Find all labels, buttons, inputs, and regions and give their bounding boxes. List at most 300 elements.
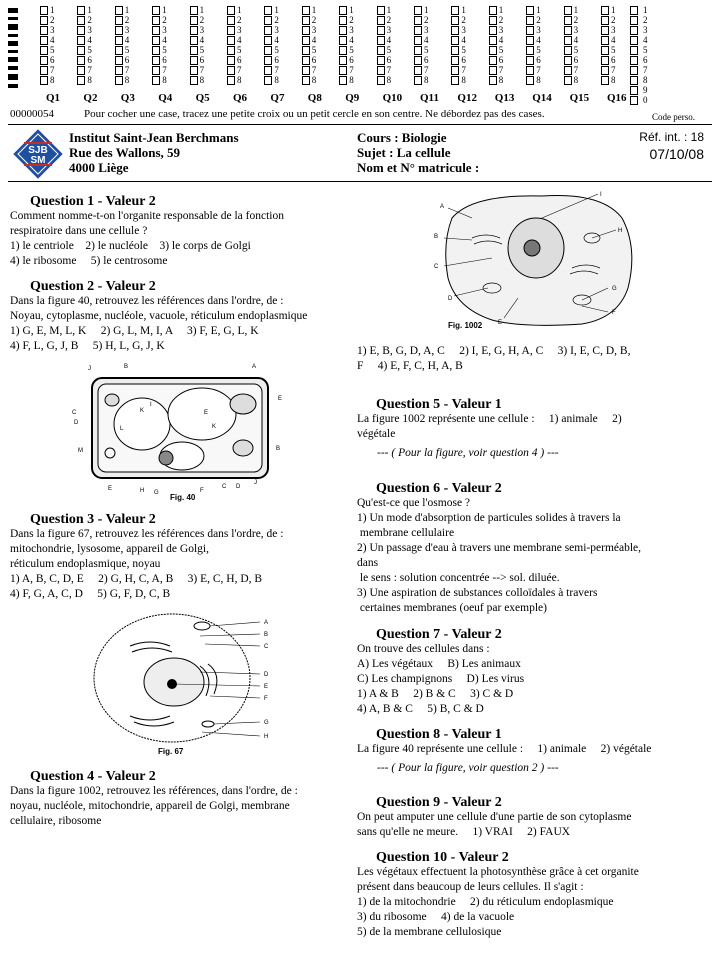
question-column-10	[377, 6, 415, 92]
text-line: noyau, nucléole, mitochondrie, appareil de Golgi, membrane	[10, 800, 290, 812]
answer-checkbox[interactable]	[227, 66, 235, 75]
fig67-label: D	[264, 672, 269, 678]
exam-date: 07/10/08	[649, 146, 704, 162]
answer-checkbox[interactable]	[601, 76, 609, 85]
fig1002-label: A	[440, 204, 445, 210]
answer-number: 8	[611, 75, 616, 85]
answer-checkbox[interactable]	[564, 66, 572, 75]
question-label: Q3	[120, 92, 135, 104]
answer-checkbox[interactable]	[40, 66, 48, 75]
answer-number: 5	[461, 45, 466, 55]
answer-checkbox[interactable]	[302, 76, 310, 85]
answer-checkbox[interactable]	[489, 76, 497, 85]
code-checkbox[interactable]	[630, 6, 638, 15]
answer-number: 2	[386, 15, 392, 25]
code-number: 9	[643, 85, 648, 95]
answer-checkbox[interactable]	[115, 76, 123, 85]
text-line: Comment nomme-t-on l'organite responsable de la fonction	[10, 210, 284, 222]
fig40-label: K	[140, 408, 145, 414]
answer-number: 8	[461, 75, 466, 85]
answer-number: 2	[311, 15, 317, 25]
fig1002-label: H	[618, 228, 623, 234]
answer-number: 1	[573, 5, 579, 15]
text-line: Dans la figure 40, retrouvez les références dans l'ordre, de :	[10, 295, 284, 307]
answer-number: 1	[274, 5, 279, 15]
text-line: 1) Un mode d'absorption de particules solides à travers la	[357, 512, 621, 524]
answer-checkbox[interactable]	[115, 36, 123, 45]
answer-checkbox[interactable]	[152, 56, 160, 65]
answer-checkbox[interactable]	[564, 46, 572, 55]
answer-number: 1	[199, 5, 205, 15]
answer-number: 3	[536, 25, 541, 35]
answer-checkbox[interactable]	[414, 46, 422, 55]
answer-number: 2	[87, 15, 92, 25]
code-number: 5	[643, 45, 648, 55]
fig40-label: C	[222, 484, 227, 490]
answer-checkbox[interactable]	[115, 16, 123, 25]
code-number: 0	[643, 95, 648, 105]
fig67-label: G	[264, 720, 269, 726]
answer-checkbox[interactable]	[264, 76, 272, 85]
answer-number: 7	[386, 65, 392, 75]
answer-checkbox[interactable]	[77, 46, 85, 55]
answer-checkbox[interactable]	[302, 36, 310, 45]
answer-checkbox[interactable]	[227, 76, 235, 85]
answer-number: 6	[237, 55, 242, 65]
code-checkbox[interactable]	[630, 26, 638, 35]
q9-body	[357, 810, 707, 840]
answer-checkbox[interactable]	[339, 6, 347, 15]
answer-checkbox[interactable]	[40, 26, 48, 35]
answer-checkbox[interactable]	[77, 76, 85, 85]
instruction-text: Pour cocher une case, tracez une petite croix ou un petit cercle en son centre. Ne débordez pas des cases.	[84, 108, 545, 120]
fig67-label: E	[264, 684, 269, 690]
answer-checkbox[interactable]	[115, 6, 123, 15]
answer-number: 8	[349, 75, 354, 85]
fig67-label: B	[264, 632, 269, 638]
question-label: Q1	[46, 92, 61, 104]
school-city: 4000 Liège	[69, 160, 129, 175]
question-column-4	[152, 6, 190, 92]
figure-reference-note: --- ( Pour la figure, voir question 2 ) ---	[377, 762, 559, 774]
answer-checkbox[interactable]	[489, 6, 497, 15]
answer-checkbox[interactable]	[339, 26, 347, 35]
answer-checkbox[interactable]	[152, 26, 160, 35]
answer-checkbox[interactable]	[339, 36, 347, 45]
answer-number: 5	[50, 45, 55, 55]
answer-checkbox[interactable]	[339, 56, 347, 65]
answer-checkbox[interactable]	[414, 66, 422, 75]
answer-number: 1	[349, 5, 354, 15]
answer-checkbox[interactable]	[77, 66, 85, 75]
fig1002-label: B	[434, 234, 439, 240]
answer-checkbox[interactable]	[77, 36, 85, 45]
text-line: cellulaire, ribosome	[10, 815, 102, 827]
answer-checkbox[interactable]	[489, 36, 497, 45]
answer-number: 7	[237, 65, 242, 75]
answer-checkbox[interactable]	[227, 36, 235, 45]
question-column-7	[264, 6, 302, 92]
text-line: présent dans beaucoup de leurs cellules. Il s'agit :	[357, 881, 584, 893]
text-line: Noyau, cytoplasme, nucléole, vacuole, réticulum endoplasmique	[10, 310, 308, 322]
answer-number: 5	[311, 45, 317, 55]
answer-checkbox[interactable]	[227, 16, 235, 25]
text-line: 4) le ribosome 5) le centrosome	[10, 255, 168, 267]
q6-body	[357, 496, 707, 616]
answer-checkbox[interactable]	[564, 16, 572, 25]
answer-checkbox[interactable]	[451, 46, 459, 55]
answer-checkbox[interactable]	[264, 66, 272, 75]
question-label: Q13	[494, 92, 515, 104]
course-subject: Sujet : La cellule	[357, 145, 451, 160]
q2-body	[10, 294, 355, 354]
answer-checkbox[interactable]	[190, 6, 198, 15]
q7-title: Question 7 - Valeur 2	[376, 627, 502, 642]
answer-number: 2	[611, 15, 616, 25]
answer-number: 2	[199, 15, 205, 25]
answer-number: 7	[461, 65, 466, 75]
text-line: végétale	[357, 428, 396, 440]
answer-number: 3	[461, 25, 466, 35]
text-line: le sens : solution concentrée --> sol. diluée.	[357, 572, 560, 584]
fig40-label: A	[252, 364, 257, 370]
answer-checkbox[interactable]	[40, 56, 48, 65]
figure-reference-note: --- ( Pour la figure, voir question 4 ) ---	[377, 447, 559, 459]
question-label: Q9	[345, 92, 360, 104]
answer-checkbox[interactable]	[190, 26, 198, 35]
answer-checkbox[interactable]	[190, 56, 198, 65]
fig40-label: D	[74, 420, 79, 426]
fig40-label: E	[108, 486, 113, 492]
answer-number: 3	[162, 25, 167, 35]
code-number: 4	[643, 35, 648, 45]
school-info	[69, 130, 239, 175]
text-line: Dans la figure 67, retrouvez les références dans l'ordre, de :	[10, 528, 284, 540]
answer-checkbox[interactable]	[227, 56, 235, 65]
answer-checkbox[interactable]	[526, 46, 534, 55]
fig40-label: F	[200, 488, 204, 494]
answer-checkbox[interactable]	[526, 66, 534, 75]
figure-1002	[432, 188, 672, 338]
question-column-8	[302, 6, 340, 92]
answer-number: 2	[50, 15, 55, 25]
text-line: mitochondrie, lysosome, appareil de Golgi,	[10, 543, 209, 555]
answer-number: 6	[386, 55, 392, 65]
answer-checkbox[interactable]	[601, 46, 609, 55]
fig1002-label: E	[498, 320, 503, 326]
answer-checkbox[interactable]	[377, 6, 385, 15]
answer-checkbox[interactable]	[339, 16, 347, 25]
answer-checkbox[interactable]	[152, 76, 160, 85]
answer-number: 4	[461, 35, 466, 45]
answer-checkbox[interactable]	[40, 6, 48, 15]
answer-checkbox[interactable]	[152, 6, 160, 15]
fig40-label: G	[154, 490, 159, 496]
answer-checkbox[interactable]	[264, 36, 272, 45]
answer-checkbox[interactable]	[564, 56, 572, 65]
answer-checkbox[interactable]	[414, 6, 422, 15]
answer-checkbox[interactable]	[302, 56, 310, 65]
q6-title: Question 6 - Valeur 2	[376, 481, 502, 496]
answer-checkbox[interactable]	[489, 56, 497, 65]
fig1002-label: F	[612, 310, 616, 316]
answer-checkbox[interactable]	[377, 26, 385, 35]
answer-checkbox[interactable]	[190, 76, 198, 85]
course-name: Cours : Biologie	[357, 130, 447, 145]
answer-checkbox[interactable]	[227, 26, 235, 35]
answer-number: 4	[349, 35, 354, 45]
code-checkbox[interactable]	[630, 46, 638, 55]
answer-checkbox[interactable]	[339, 76, 347, 85]
answer-checkbox[interactable]	[152, 66, 160, 75]
fig40-label: B	[276, 446, 281, 452]
answer-checkbox[interactable]	[77, 56, 85, 65]
answer-number: 8	[424, 75, 429, 85]
answer-checkbox[interactable]	[302, 16, 310, 25]
answer-checkbox[interactable]	[564, 76, 572, 85]
answer-number: 3	[386, 25, 392, 35]
text-line: 4) F, G, A, C, D 5) G, F, D, C, B	[10, 588, 171, 600]
answer-number: 5	[124, 45, 130, 55]
answer-checkbox[interactable]	[526, 36, 534, 45]
answer-number: 3	[87, 25, 92, 35]
answer-checkbox[interactable]	[115, 66, 123, 75]
q8-body	[357, 742, 707, 776]
code-checkbox[interactable]	[630, 16, 638, 25]
answer-checkbox[interactable]	[377, 36, 385, 45]
code-checkbox[interactable]	[630, 76, 638, 85]
answer-checkbox[interactable]	[339, 46, 347, 55]
fig67-label: C	[264, 644, 269, 650]
answer-checkbox[interactable]	[264, 6, 272, 15]
answer-number: 6	[424, 55, 429, 65]
answer-number: 6	[87, 55, 92, 65]
answer-checkbox[interactable]	[190, 46, 198, 55]
answer-number: 5	[536, 45, 541, 55]
text-line: Qu'est-ce que l'osmose ?	[357, 497, 471, 509]
answer-checkbox[interactable]	[377, 56, 385, 65]
answer-checkbox[interactable]	[451, 6, 459, 15]
question-column-6	[227, 6, 265, 92]
answer-checkbox[interactable]	[564, 6, 572, 15]
answer-checkbox[interactable]	[601, 36, 609, 45]
answer-number: 2	[274, 15, 279, 25]
answer-number: 8	[199, 75, 205, 85]
answer-checkbox[interactable]	[339, 66, 347, 75]
school-logo	[12, 128, 64, 180]
answer-checkbox[interactable]	[601, 56, 609, 65]
text-line: 3) Une aspiration de substances colloïdales à travers	[357, 587, 598, 599]
code-number: 3	[643, 25, 648, 35]
code-checkbox[interactable]	[630, 36, 638, 45]
question-column-3	[115, 6, 153, 92]
answer-checkbox[interactable]	[451, 16, 459, 25]
code-number: 6	[643, 55, 648, 65]
fig40-label: J	[254, 480, 257, 486]
answer-checkbox[interactable]	[227, 6, 235, 15]
answer-number: 8	[274, 75, 279, 85]
answer-number: 1	[498, 5, 504, 15]
answer-checkbox[interactable]	[302, 46, 310, 55]
text-line: A) Les végétaux B) Les animaux	[357, 658, 521, 670]
answer-number: 5	[386, 45, 392, 55]
answer-number: 4	[424, 35, 429, 45]
answer-number: 4	[498, 35, 504, 45]
answer-number: 6	[461, 55, 466, 65]
answer-number: 7	[311, 65, 317, 75]
code-number: 1	[643, 5, 648, 15]
answer-checkbox[interactable]	[264, 16, 272, 25]
answer-number: 5	[611, 45, 616, 55]
answer-checkbox[interactable]	[489, 26, 497, 35]
text-line: 1) le centriole 2) le nucléole 3) le corps de Golgi	[10, 240, 251, 252]
answer-checkbox[interactable]	[302, 66, 310, 75]
answer-checkbox[interactable]	[40, 16, 48, 25]
answer-checkbox[interactable]	[115, 46, 123, 55]
answer-checkbox[interactable]	[40, 76, 48, 85]
answer-checkbox[interactable]	[414, 36, 422, 45]
answer-number: 5	[237, 45, 242, 55]
q3-body	[10, 527, 355, 602]
answer-checkbox[interactable]	[489, 66, 497, 75]
answer-number: 5	[162, 45, 167, 55]
answer-checkbox[interactable]	[152, 46, 160, 55]
answer-checkbox[interactable]	[152, 16, 160, 25]
answer-checkbox[interactable]	[115, 56, 123, 65]
school-name: Institut Saint-Jean Berchmans	[69, 130, 239, 145]
answer-number: 2	[124, 15, 130, 25]
answer-checkbox[interactable]	[77, 26, 85, 35]
text-line: 1) A, B, C, D, E 2) G, H, C, A, B 3) E, C, H, D, B	[10, 573, 263, 585]
answer-checkbox[interactable]	[489, 46, 497, 55]
answer-number: 4	[311, 35, 317, 45]
answer-number: 5	[424, 45, 429, 55]
text-line: réticulum endoplasmique, noyau	[10, 558, 161, 570]
answer-checkbox[interactable]	[526, 16, 534, 25]
answer-number: 3	[573, 25, 579, 35]
answer-number: 1	[237, 5, 242, 15]
text-line: 1) A & B 2) B & C 3) C & D	[357, 688, 514, 700]
code-checkbox[interactable]	[630, 96, 638, 105]
answer-number: 7	[50, 65, 55, 75]
answer-number: 2	[349, 15, 354, 25]
answer-number: 2	[536, 15, 541, 25]
reference-info	[639, 130, 704, 162]
answer-number: 1	[386, 5, 392, 15]
answer-checkbox[interactable]	[414, 16, 422, 25]
answer-checkbox[interactable]	[40, 46, 48, 55]
answer-checkbox[interactable]	[377, 66, 385, 75]
answer-number: 4	[50, 35, 55, 45]
question-label: Q10	[382, 92, 403, 104]
answer-checkbox[interactable]	[414, 26, 422, 35]
fig67-label: F	[264, 696, 268, 702]
answer-number: 6	[162, 55, 167, 65]
fig1002-label: G	[612, 286, 617, 292]
answer-checkbox[interactable]	[377, 46, 385, 55]
text-line: 3) du ribosome 4) de la vacuole	[357, 911, 515, 923]
fig40-label: B	[124, 364, 129, 370]
answer-number: 3	[498, 25, 504, 35]
text-line: 4) A, B & C 5) B, C & D	[357, 703, 484, 715]
code-checkbox[interactable]	[630, 56, 638, 65]
answer-checkbox[interactable]	[377, 16, 385, 25]
answer-checkbox[interactable]	[77, 6, 85, 15]
answer-number: 1	[311, 5, 317, 15]
sheet-id: 00000054	[10, 108, 54, 120]
course-info	[357, 130, 479, 175]
answer-checkbox[interactable]	[190, 16, 198, 25]
code-checkbox[interactable]	[630, 66, 638, 75]
answer-number: 4	[611, 35, 616, 45]
answer-checkbox[interactable]	[190, 66, 198, 75]
answer-number: 6	[274, 55, 279, 65]
answer-checkbox[interactable]	[264, 26, 272, 35]
answer-checkbox[interactable]	[115, 26, 123, 35]
code-checkbox[interactable]	[630, 86, 638, 95]
text-line: 5) de la membrane cellulosique	[357, 926, 502, 938]
answer-checkbox[interactable]	[451, 36, 459, 45]
answer-checkbox[interactable]	[77, 16, 85, 25]
answer-number: 2	[237, 15, 242, 25]
fig67-label: A	[264, 620, 269, 626]
answer-number: 1	[124, 5, 130, 15]
answer-number: 4	[386, 35, 392, 45]
answer-checkbox[interactable]	[40, 36, 48, 45]
answer-checkbox[interactable]	[451, 66, 459, 75]
answer-checkbox[interactable]	[601, 6, 609, 15]
answer-checkbox[interactable]	[489, 16, 497, 25]
answer-checkbox[interactable]	[601, 16, 609, 25]
answer-number: 3	[349, 25, 354, 35]
answer-checkbox[interactable]	[564, 26, 572, 35]
answer-checkbox[interactable]	[526, 56, 534, 65]
answer-checkbox[interactable]	[414, 76, 422, 85]
text-line: certaines membranes (oeuf par exemple)	[357, 602, 547, 614]
answer-checkbox[interactable]	[264, 56, 272, 65]
answer-number: 6	[536, 55, 541, 65]
answer-checkbox[interactable]	[451, 76, 459, 85]
answer-checkbox[interactable]	[377, 76, 385, 85]
answer-number: 7	[274, 65, 279, 75]
answer-checkbox[interactable]	[526, 76, 534, 85]
answer-checkbox[interactable]	[152, 36, 160, 45]
answer-checkbox[interactable]	[526, 6, 534, 15]
answer-checkbox[interactable]	[564, 36, 572, 45]
answer-checkbox[interactable]	[414, 56, 422, 65]
answer-number: 4	[237, 35, 242, 45]
answer-checkbox[interactable]	[526, 26, 534, 35]
answer-checkbox[interactable]	[601, 26, 609, 35]
answer-number: 1	[611, 5, 616, 15]
answer-number: 1	[424, 5, 429, 15]
answer-checkbox[interactable]	[264, 46, 272, 55]
answer-checkbox[interactable]	[302, 6, 310, 15]
q1-body	[10, 209, 355, 269]
answer-checkbox[interactable]	[451, 56, 459, 65]
divider	[8, 124, 712, 125]
fig40-label: E	[278, 396, 283, 402]
q4-title: Question 4 - Valeur 2	[30, 769, 156, 784]
answer-checkbox[interactable]	[302, 26, 310, 35]
answer-checkbox[interactable]	[227, 46, 235, 55]
answer-number: 8	[162, 75, 167, 85]
answer-checkbox[interactable]	[601, 66, 609, 75]
answer-number: 2	[424, 15, 429, 25]
answer-checkbox[interactable]	[451, 26, 459, 35]
answer-checkbox[interactable]	[190, 36, 198, 45]
answer-number: 1	[50, 5, 55, 15]
